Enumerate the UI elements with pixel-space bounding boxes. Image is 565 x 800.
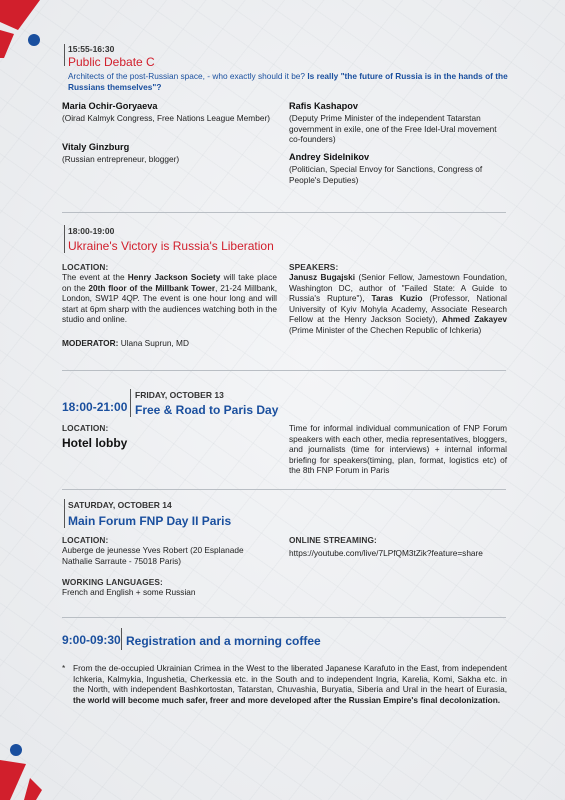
speaker-name: Rafis Kashapov	[289, 101, 358, 111]
speaker-name: Maria Ochir-Goryaeva	[62, 101, 158, 111]
footnote-star: *	[62, 663, 66, 673]
location-text: , 21-24 Millbank, London, SW1P 4QP. The event is one hour long and will start at 6pm sharp with the audiences watching both in the studio and online.	[62, 282, 278, 325]
section-divider	[64, 499, 65, 528]
footnote-text	[73, 663, 507, 705]
speaker-desc: (Russian entrepreneur, blogger)	[62, 154, 180, 164]
friday-title: Free & Road to Paris Day	[135, 403, 279, 417]
victory-location	[62, 272, 277, 325]
streaming-label: ONLINE STREAMING:	[289, 535, 377, 545]
friday-location: Hotel lobby	[62, 436, 128, 450]
victory-speakers	[289, 272, 507, 336]
registration-time: 9:00-09:30	[62, 633, 121, 647]
speaker-desc: (Politician, Special Envoy for Sanctions, Congress of People's Deputies)	[289, 164, 483, 185]
debate-time: 15:55-16:30	[68, 44, 115, 54]
section-separator	[62, 212, 506, 213]
speaker-name: Ahmed Zakayev	[441, 314, 507, 325]
debate-speaker	[62, 142, 277, 165]
speaker-name: Andrey Sidelnikov	[289, 152, 370, 162]
speaker-desc: (Senior Fellow, Jamestown Foundation, Washington DC, author of "Failed State: A Guide to Russia's Rupture"),	[289, 272, 508, 304]
location-text: The event at the	[62, 272, 128, 282]
debate-speaker	[62, 101, 277, 124]
debate-title: Public Debate C	[68, 55, 155, 69]
debate-speaker	[289, 152, 507, 185]
location-floor: 20th floor of the Millbank Tower	[88, 282, 216, 293]
victory-title: Ukraine's Victory is Russia's Liberation	[68, 239, 274, 253]
debate-speaker	[289, 101, 507, 145]
victory-time: 18:00-19:00	[68, 226, 115, 236]
languages-label: WORKING LANGUAGES:	[62, 577, 163, 587]
speaker-name: Janusz Bugajski	[289, 272, 356, 282]
section-divider	[121, 628, 122, 650]
section-separator	[62, 489, 506, 490]
debate-subtitle-bold: Is really "the future of Russia is in the hands of the Russians themselves"?	[68, 71, 508, 92]
section-separator	[62, 370, 506, 371]
saturday-location-label: LOCATION:	[62, 535, 109, 545]
friday-time: 18:00-21:00	[62, 400, 128, 414]
footnote-body: From the de-occupied Ukrainian Crimea in the West to the liberated Japanese Karafuto in the East, from independent Ichkeria, Kalmykia, Ingushetia, Cherkessia etc. in the South and to independent Ingria, Karelia, Komi, Sakha etc. in the North, with independent Bashkortostan, Tatarstan, Chuvashia, Buryatia, Siberia and Ural in the heart of Eurasia,	[73, 663, 507, 695]
victory-moderator	[62, 338, 277, 349]
saturday-title: Main Forum FNP Day II Paris	[68, 514, 232, 528]
section-divider	[130, 389, 131, 417]
moderator-label: MODERATOR:	[62, 338, 119, 348]
friday-day: FRIDAY, OCTOBER 13	[135, 390, 224, 400]
saturday-day: SATURDAY, OCTOBER 14	[68, 500, 172, 510]
registration-title: Registration and a morning coffee	[126, 634, 321, 648]
debate-subtitle	[68, 71, 510, 93]
streaming-link[interactable]: https://youtube.com/live/7LPfQM3tZik?feature=share	[289, 548, 483, 558]
section-divider	[64, 225, 65, 253]
victory-location-label: LOCATION:	[62, 262, 109, 272]
speaker-name: Vitaly Ginzburg	[62, 142, 130, 152]
moderator-name: Ulana Suprun, MD	[118, 338, 189, 348]
saturday-location: Auberge de jeunesse Yves Robert (20 Esplanade Nathalie Sarraute - 75018 Paris)	[62, 545, 244, 566]
speaker-desc: (Prime Minister of the Chechen Republic of Ichkeria)	[289, 324, 482, 335]
speaker-desc: (Deputy Prime Minister of the independent Tatarstan government in exile, one of the Free Idel-Ural movement co-founders)	[289, 113, 497, 145]
location-venue: Henry Jackson Society	[127, 272, 221, 282]
speaker-desc: (Oirad Kalmyk Congress, Free Nations League Member)	[62, 113, 270, 123]
logo-mark-bottom-icon	[0, 738, 50, 800]
logo-mark-top-icon	[0, 0, 50, 60]
section-separator	[62, 617, 506, 618]
friday-location-label: LOCATION:	[62, 423, 109, 433]
debate-subtitle-plain: Architects of the post-Russian space, - who exactly should it be?	[68, 71, 308, 81]
victory-speakers-label: SPEAKERS:	[289, 262, 339, 272]
location-text: will take place on the	[62, 272, 277, 293]
speaker-name: Taras Kuzio	[371, 293, 423, 304]
languages: French and English + some Russian	[62, 587, 196, 597]
speaker-desc: (Professor, National University of Kyiv Mohyla Academy, Associate Research Fellow at the Henry Jackson Society),	[289, 293, 507, 325]
friday-desc: Time for informal individual communication of FNP Forum speakers with each other, media representatives, bloggers, and journalists (time for interviews) + internal informal briefing for speakers(timing, plan, format, logistics etc) of the 8th FNP Forum in Paris	[289, 423, 507, 476]
footnote-bold: the world will become much safer, freer and more developed after the Russian Empire's final decolonization.	[73, 694, 501, 705]
section-divider	[64, 44, 65, 66]
